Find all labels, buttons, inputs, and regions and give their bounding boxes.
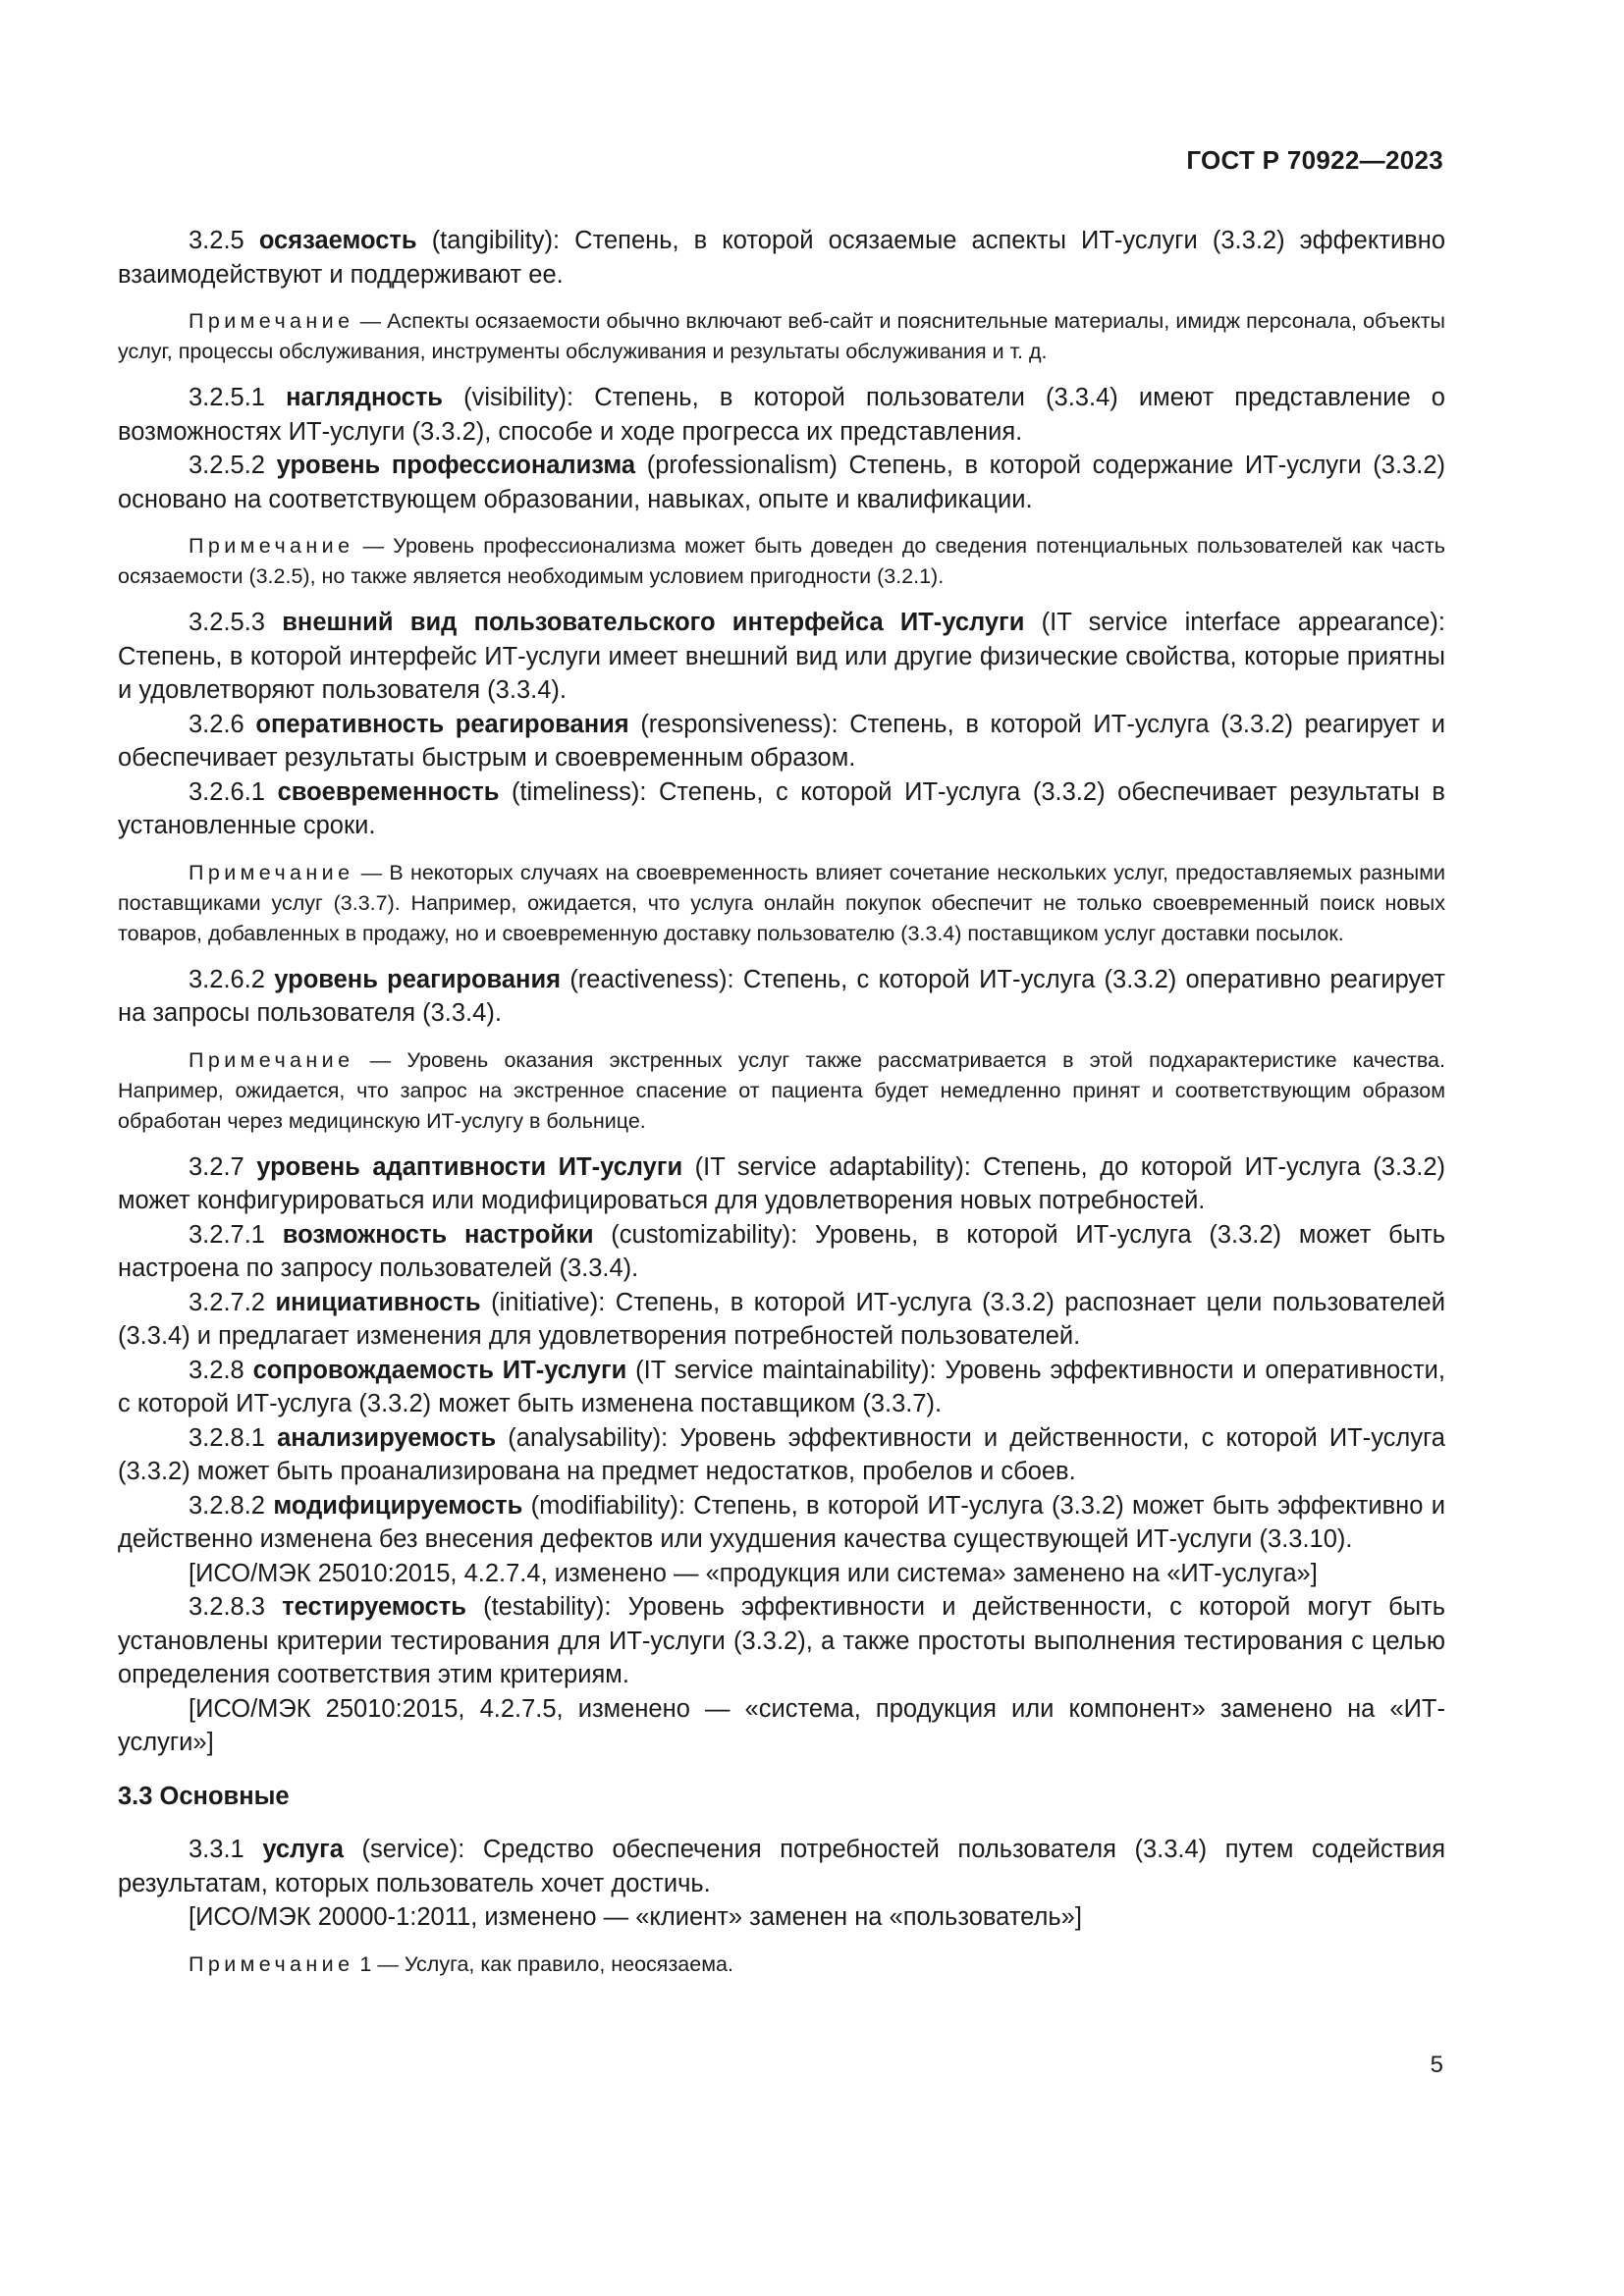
term-definition: (modifiability): Степень, в которой ИТ-услуга (3.3.2) может быть эффективно и действенно изменена без внесения дефектов или ухудшения качества существующей ИТ-услуги (3.3.10).: [118, 1491, 1445, 1553]
term-entry-3-2-5: [118, 224, 1445, 292]
note-label: Примечание: [189, 860, 354, 884]
clause-number: 3.2.7.1: [189, 1220, 283, 1249]
term-name: своевременность: [277, 777, 500, 806]
note-text: — В некоторых случаях на своевременность влияет сочетание нескольких услуг, предоставляемых разными поставщиками услуг (3.3.7). Например, ожидается, что услуга онлайн покупок обеспечит не только своевременный поиск новых товаров, добавленных в продажу, но и своевременную доставку пользователю (3.3.4) поставщиком услуг доставки посылок.: [118, 860, 1445, 945]
term-definition: (service): Средство обеспечения потребностей пользователя (3.3.4) путем содействия результатам, которых пользователь хочет достичь.: [118, 1836, 1445, 1897]
term-definition: (timeliness): Степень, с которой ИТ-услуга (3.3.2) обеспечивает результаты в установленные сроки.: [118, 777, 1445, 839]
clause-number: 3.2.6.2: [189, 965, 275, 993]
note-3-3-1: [118, 1949, 1445, 1980]
term-definition: (testability): Уровень эффективности и действенности, с которой могут быть установлены критерии тестирования для ИТ-услуги (3.3.2), а также простоты выполнения тестирования с целью определения соответствия этим критериям.: [118, 1593, 1445, 1688]
term-name: сопровождаемость ИТ-услуги: [252, 1356, 627, 1384]
note-3-2-5: [118, 306, 1445, 367]
note-label: Примечание: [189, 1047, 354, 1072]
term-definition: (analysability): Уровень эффективности и действенности, с которой ИТ-услуга (3.3.2) может быть проанализирована на предмет недостатков, пробелов и сбоев.: [118, 1423, 1445, 1485]
clause-number: 3.2.6.1: [189, 777, 278, 806]
term-name: услуга: [262, 1836, 344, 1863]
note-label: Примечание: [189, 1951, 354, 1976]
page-content: [118, 224, 1445, 1994]
clause-number: 3.2.5: [189, 227, 259, 254]
term-definition: (IT service interface appearance): Степень, в которой интерфейс ИТ-услуги имеет внешний вид или другие физические свойства, которые приятны и удовлетворяют пользователя (3.3.4).: [118, 609, 1445, 704]
clause-number: 3.2.7: [189, 1152, 257, 1181]
term-name: уровень адаптивности ИТ-услуги: [256, 1152, 683, 1181]
source-reference-3-3-1: [ИСО/МЭК 20000-1:2011, изменено — «клиент» заменен на «пользователь»]: [189, 1903, 1082, 1931]
note-3-2-6-1: [118, 858, 1445, 949]
note-3-2-5-2: [118, 531, 1445, 592]
term-definition: (visibility): Степень, в которой пользователи (3.3.4) имеют представление о возможностях ИТ-услуги (3.3.2), способе и ходе прогресса их представления.: [118, 384, 1445, 446]
term-name: уровень профессионализма: [276, 452, 636, 479]
term-name: осязаемость: [258, 227, 417, 254]
clause-number: 3.3.1: [189, 1836, 263, 1863]
term-name: тестируемость: [282, 1593, 466, 1621]
source-reference-3-2-8-3: [ИСО/МЭК 25010:2015, 4.2.7.5, изменено — «система, продукция или компонент» заменено на «ИТ-услуги»]: [118, 1694, 1445, 1756]
clause-number: 3.2.8: [189, 1356, 253, 1384]
term-entry-3-2-7-1: [118, 1218, 1445, 1286]
term-definition: (IT service maintainability): Уровень эффективности и оперативности, с которой ИТ-услуга (3.3.2) может быть изменена поставщиком (3.3.7).: [118, 1356, 1445, 1417]
term-definition: (reactiveness): Степень, с которой ИТ-услуга (3.3.2) оперативно реагирует на запросы пользователя (3.3.4).: [118, 965, 1445, 1027]
term-entry-3-2-6-1: [118, 775, 1445, 843]
note-3-2-6-2: [118, 1045, 1445, 1137]
section-heading-3-3: 3.3 Основные: [118, 1782, 290, 1810]
term-entry-3-2-6: [118, 708, 1445, 775]
term-name: возможность настройки: [282, 1220, 594, 1249]
term-name: наглядность: [286, 384, 443, 411]
term-definition: (IT service adaptability): Степень, до которой ИТ-услуга (3.3.2) может конфигурироваться или модифицироваться для удовлетворения новых потребностей.: [118, 1152, 1445, 1214]
note-text: — Аспекты осязаемости обычно включают веб-сайт и пояснительные материалы, имидж персонала, объекты услуг, процессы обслуживания, инструменты обслуживания и результаты обслуживания и т. д.: [118, 309, 1445, 363]
clause-number: 3.2.5.2: [189, 452, 277, 479]
term-entry-3-2-8-2: [118, 1489, 1445, 1557]
clause-number: 3.2.8.1: [189, 1423, 278, 1452]
source-reference-3-2-8-2: [ИСО/МЭК 25010:2015, 4.2.7.4, изменено — «продукция или система» заменено на «ИТ-услуга»]: [189, 1559, 1318, 1587]
term-definition: (initiative): Степень, в которой ИТ-услуга (3.3.2) распознает цели пользователей (3.3.4) и предлагает изменения для удовлетворения потребностей пользователей.: [118, 1288, 1445, 1350]
term-name: внешний вид пользовательского интерфейса ИТ-услуги: [282, 609, 1025, 636]
term-entry-3-2-5-1: [118, 381, 1445, 449]
term-name: инициативность: [275, 1288, 481, 1316]
note-text: — Уровень оказания экстренных услуг также рассматривается в этой подхарактеристике качества. Например, ожидается, что запрос на экстренное спасение от пациента будет немедленно принят и соответствующим образом обработан через медицинскую ИТ-услугу в больнице.: [118, 1047, 1445, 1133]
term-name: уровень реагирования: [274, 965, 562, 993]
term-definition: (tangibility): Степень, в которой осязаемые аспекты ИТ-услуги (3.3.2) эффективно взаимодействуют и поддерживают ее.: [118, 227, 1445, 289]
term-entry-3-2-8-1: [118, 1421, 1445, 1489]
note-label: Примечание: [189, 534, 354, 558]
term-entry-3-2-5-3: [118, 606, 1445, 708]
clause-number: 3.2.5.3: [189, 609, 283, 636]
term-name: анализируемость: [277, 1423, 497, 1452]
clause-number: 3.2.6: [189, 710, 256, 738]
term-name: оперативность реагирования: [255, 710, 629, 738]
term-entry-3-2-6-2: [118, 963, 1445, 1031]
term-definition: (responsiveness): Степень, в которой ИТ-услуга (3.3.2) реагирует и обеспечивает результаты быстрым и своевременным образом.: [118, 710, 1445, 772]
clause-number: 3.2.7.2: [189, 1288, 276, 1316]
term-definition: (customizability): Уровень, в которой ИТ-услуга (3.3.2) может быть настроена по запросу пользователей (3.3.4).: [118, 1220, 1445, 1282]
term-entry-3-2-7: [118, 1150, 1445, 1218]
clause-number: 3.2.5.1: [189, 384, 287, 411]
page-number: 5: [1430, 2052, 1443, 2078]
note-text: 1 — Услуга, как правило, неосязаема.: [353, 1951, 733, 1976]
document-id-header: ГОСТ Р 70922—2023: [1186, 145, 1443, 175]
term-entry-3-2-8: [118, 1354, 1445, 1421]
term-definition: (professionalism) Степень, в которой содержание ИТ-услуги (3.3.2) основано на соответствующем образовании, навыках, опыте и квалификации.: [118, 452, 1445, 513]
note-text: — Уровень профессионализма может быть доведен до сведения потенциальных пользователей как часть осязаемости (3.2.5), но также является необходимым условием пригодности (3.2.1).: [118, 534, 1445, 588]
term-entry-3-3-1: [118, 1833, 1445, 1900]
term-entry-3-2-7-2: [118, 1286, 1445, 1354]
term-name: модифицируемость: [273, 1491, 523, 1520]
clause-number: 3.2.8.3: [189, 1593, 283, 1621]
clause-number: 3.2.8.2: [189, 1491, 274, 1520]
note-label: Примечание: [189, 309, 354, 333]
term-entry-3-2-5-2: [118, 449, 1445, 516]
term-entry-3-2-8-3: [118, 1590, 1445, 1692]
